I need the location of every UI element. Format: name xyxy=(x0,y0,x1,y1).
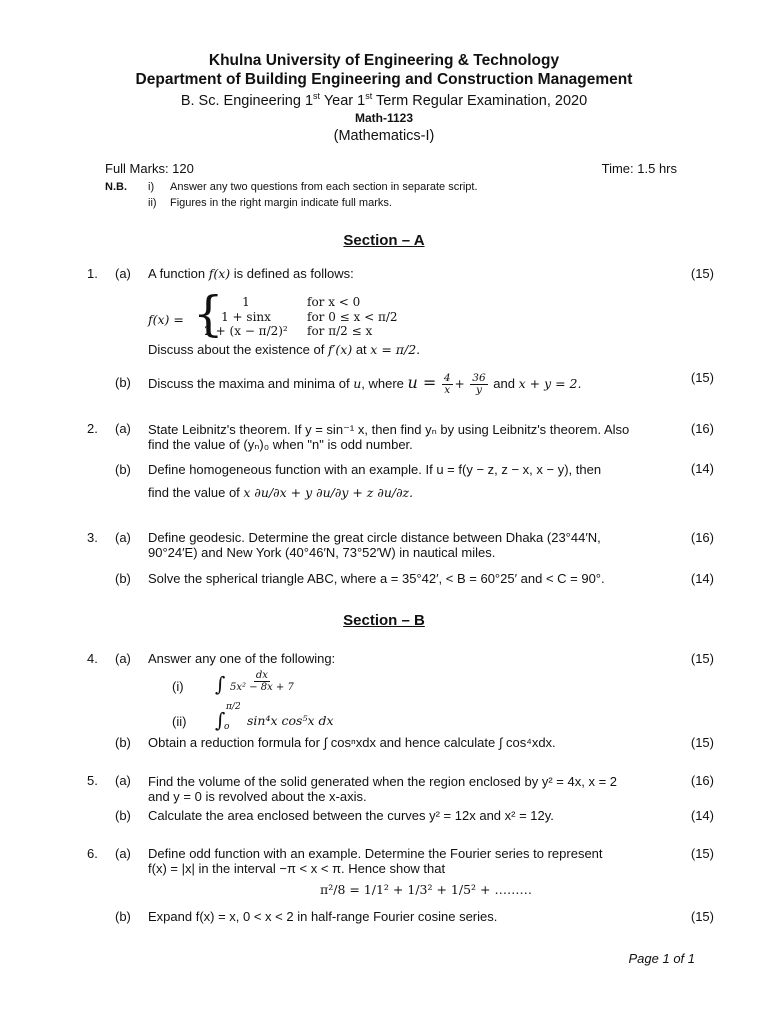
integral-2-integrand: sin⁴x cos⁵x dx xyxy=(247,713,334,728)
question-1a-label: (a) xyxy=(115,266,131,281)
nb-item-2-number: ii) xyxy=(148,197,157,209)
integral-sign-2: ∫ xyxy=(215,708,226,732)
department-name: Department of Building Engineering and Construction Management xyxy=(135,71,633,88)
piecewise-row3-cond: for π/2 ≤ x xyxy=(307,324,373,338)
integral-1-fraction: $\frac{dx}{\text{5x² − 8x + 7}}$ xyxy=(230,670,294,693)
question-4b-text: Obtain a reduction formula for ∫ cosⁿxdx and hence calculate ∫ cos⁴xdx. xyxy=(148,735,556,750)
question-6b-marks: (15) xyxy=(690,909,714,924)
question-4a-ii-label: (ii) xyxy=(172,714,187,729)
question-1a-marks: (15) xyxy=(690,266,714,281)
question-4a-text: Answer any one of the following: xyxy=(148,651,336,666)
question-6-number: 6. xyxy=(87,846,98,861)
question-5b-label: (b) xyxy=(115,808,131,823)
question-2b-marks: (14) xyxy=(690,461,714,476)
question-2-number: 2. xyxy=(87,421,98,436)
question-5a-line2: and y = 0 is revolved about the x-axis. xyxy=(148,789,367,804)
piecewise-lhs: f(x) = xyxy=(148,312,184,327)
university-name: Khulna University of Engineering & Technology xyxy=(208,52,560,69)
question-1a-text: A function f(x) is defined as follows: xyxy=(148,266,354,281)
question-4b-label: (b) xyxy=(115,735,131,750)
question-4-number: 4. xyxy=(87,651,98,666)
nb-label: N.B. xyxy=(105,181,127,193)
question-1b-label: (b) xyxy=(115,375,131,390)
question-3a-marks: (16) xyxy=(690,530,714,545)
question-2a-line2: find the value of (yₙ)₀ when "n" is odd number. xyxy=(148,437,413,452)
question-5b-marks: (14) xyxy=(690,808,714,823)
series-identity: π²/8 = 1/1² + 1/3² + 1/5² + ……… xyxy=(320,882,532,897)
question-1-number: 1. xyxy=(87,266,98,281)
question-6a-marks: (15) xyxy=(690,846,714,861)
question-3b-marks: (14) xyxy=(690,571,714,586)
question-3b-label: (b) xyxy=(115,571,131,586)
piecewise-row1-cond: for x < 0 xyxy=(307,295,361,309)
section-b-heading: Section – B xyxy=(343,612,425,629)
question-5a-marks: (16) xyxy=(690,773,714,788)
integral-sign-1: ∫ xyxy=(215,672,226,696)
question-3a-line1: Define geodesic. Determine the great circle distance between Dhaka (23°44′N, xyxy=(148,530,601,545)
question-5a-label: (a) xyxy=(115,773,131,788)
course-code: Math-1123 xyxy=(354,111,414,125)
question-4a-i-label: (i) xyxy=(172,679,184,694)
page-number: Page 1 of 1 xyxy=(628,951,695,966)
time-allowed: Time: 1.5 hrs xyxy=(601,161,677,176)
piecewise-row1-expr: 1 xyxy=(242,295,250,309)
question-2b-line2: find the value of x ∂u/∂x + y ∂u/∂y + z ∂u/∂z. xyxy=(148,485,414,500)
question-6a-line1: Define odd function with an example. Determine the Fourier series to represent xyxy=(148,846,603,861)
question-5a-line1: Find the volume of the solid generated when the region enclosed by y² = 4x, x = 2 xyxy=(148,774,618,789)
question-6b-text: Expand f(x) = x, 0 < x < 2 in half-range Fourier cosine series. xyxy=(148,909,498,924)
nb-item-2: Figures in the right margin indicate full marks. xyxy=(170,197,392,209)
question-4b-marks: (15) xyxy=(690,735,714,750)
question-6b-label: (b) xyxy=(115,909,131,924)
question-3b-text: Solve the spherical triangle ABC, where a = 35°42′, < B = 60°25′ and < C = 90°. xyxy=(148,571,605,586)
nb-item-1-number: i) xyxy=(148,181,155,193)
question-5-number: 5. xyxy=(87,773,98,788)
nb-item-1: Answer any two questions from each section in separate script. xyxy=(170,181,478,193)
question-2a-line1: State Leibnitz's theorem. If y = sin⁻¹ x, then find yₙ by using Leibnitz's theorem. Also xyxy=(148,422,630,437)
question-6a-label: (a) xyxy=(115,846,131,861)
question-1b-marks: (15) xyxy=(690,370,714,385)
question-3-number: 3. xyxy=(87,530,98,545)
question-4a-marks: (15) xyxy=(690,651,714,666)
question-5b-text: Calculate the area enclosed between the curves y² = 12x and x² = 12y. xyxy=(148,808,554,823)
piecewise-row2-cond: for 0 ≤ x < π/2 xyxy=(307,310,398,324)
question-3a-label: (a) xyxy=(115,530,131,545)
question-2a-marks: (16) xyxy=(690,421,714,436)
integral-2-upper-limit: π/2 xyxy=(226,702,241,712)
full-marks: Full Marks: 120 xyxy=(105,161,194,176)
piecewise-brace: { xyxy=(193,286,224,342)
integral-2-lower-limit: o xyxy=(224,722,230,732)
question-4a-label: (a) xyxy=(115,651,131,666)
piecewise-row2-expr: 1 + sinx xyxy=(221,310,271,324)
section-a-heading: Section – A xyxy=(343,232,425,249)
piecewise-row3-expr: 2 + (x − π/2)² xyxy=(204,324,288,338)
question-2b-line1: Define homogeneous function with an example. If u = f(y − z, z − x, x − y), then xyxy=(148,462,602,477)
question-2b-label: (b) xyxy=(115,462,131,477)
question-1b-text: Discuss the maxima and minima of u, where u = $\frac{4}{x}$ + $\frac{36}{y}$ and x + y = 2. xyxy=(148,372,582,397)
course-name: (Mathematics-I) xyxy=(333,128,435,144)
exam-title: B. Sc. Engineering 1st Year 1st Term Regular Examination, 2020 xyxy=(180,91,588,109)
question-1a-discuss: Discuss about the existence of f′(x) at x = π/2. xyxy=(148,342,421,357)
question-6a-line2: f(x) = |x| in the interval −π < x < π. Hence show that xyxy=(148,861,446,876)
question-2a-label: (a) xyxy=(115,421,131,436)
question-3a-line2: 90°24′E) and New York (40°46′N, 73°52′W) in nautical miles. xyxy=(148,545,496,560)
